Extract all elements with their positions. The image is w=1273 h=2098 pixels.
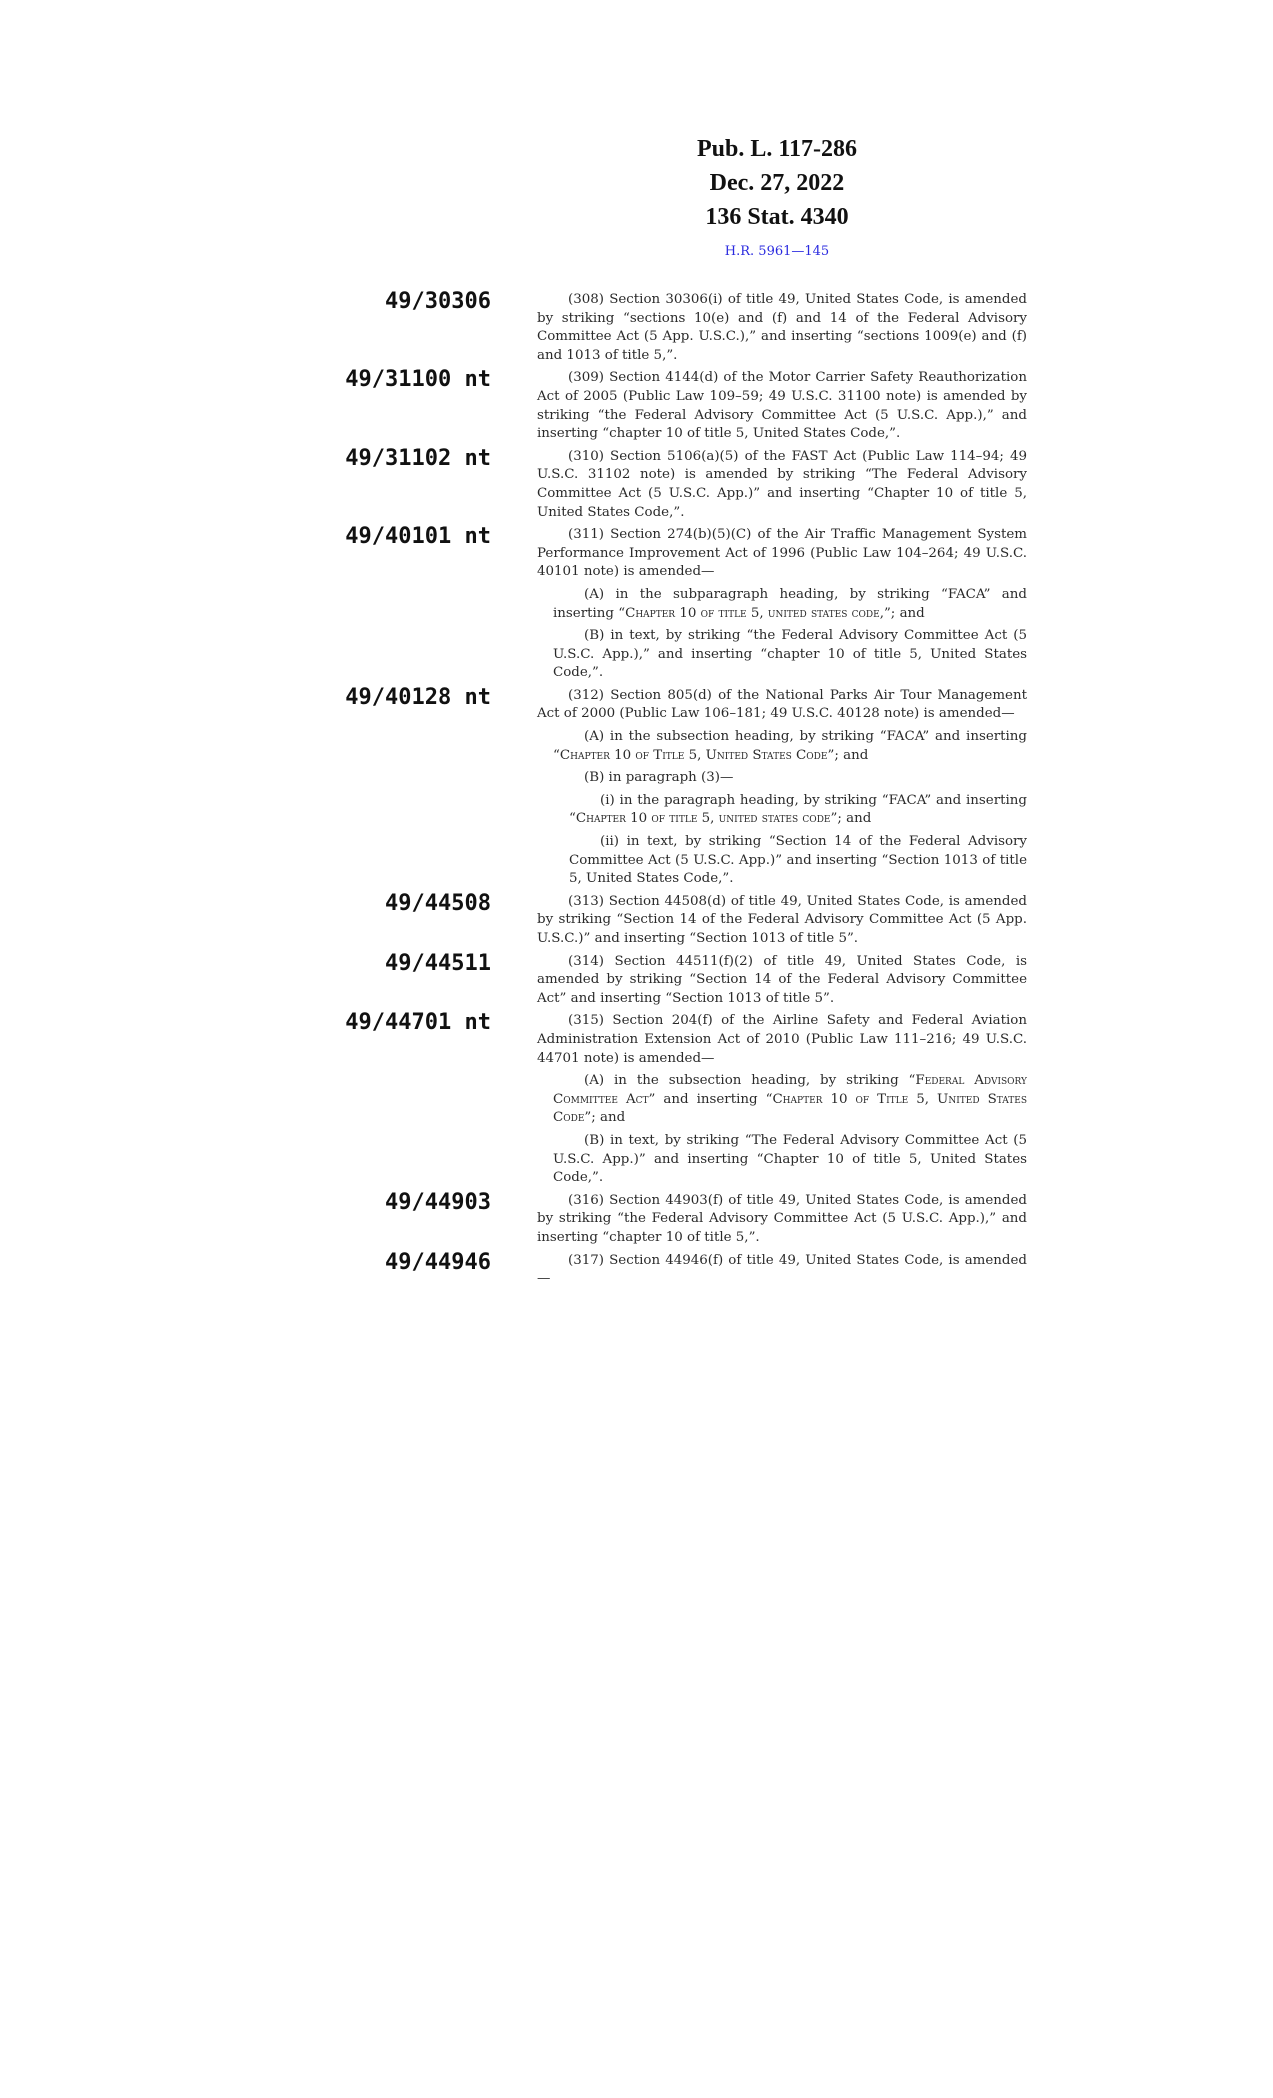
margin-citation: 49/44903 xyxy=(385,1189,491,1215)
subparagraph-a: (A) in the subsection heading, by striking “FACA” and inserting “Chapter 10 of Title 5, United States Code”; and xyxy=(553,729,1027,763)
section-312 xyxy=(0,684,1273,889)
section-text: (308) Section 30306(i) of title 49, United States Code, is amended by striking “sections 10(e) and (f) and 14 of the Federal Advisory Committee Act (5 App. U.S.C.),” and inserting “sections 1009(e) and (f) and 1013 of title 5,”. xyxy=(537,292,1027,363)
bill-page-link[interactable]: H.R. 5961—145 xyxy=(724,244,830,259)
section-309 xyxy=(0,369,1273,443)
section-313 xyxy=(0,890,1273,949)
public-law-number: Pub. L. 117-286 xyxy=(696,136,858,162)
section-315 xyxy=(0,1012,1273,1187)
section-text: (311) Section 274(b)(5)(C) of the Air Traffic Management System Performance Improvement Act of 1996 (Public Law 104–264; 49 U.S.C. 40101 note) is amended— xyxy=(537,527,1027,580)
subparagraph-b: (B) in text, by striking “the Federal Advisory Committee Act (5 U.S.C. App.),” and inserting “chapter 10 of title 5, United States Code,”. xyxy=(553,628,1027,681)
subparagraph-a: (A) in the subsection heading, by striking “Federal Advisory Committee Act” and inserting “Chapter 10 of Title 5, United States Code”; and xyxy=(553,1073,1027,1126)
section-310 xyxy=(0,445,1273,522)
small-caps-heading: Chapter 10 of Title 5, United States Code xyxy=(559,747,828,763)
section-text: (314) Section 44511(f)(2) of title 49, United States Code, is amended by striking “Section 14 of the Federal Advisory Committee Act” and inserting “Section 1013 of title 5”. xyxy=(537,953,1027,1006)
statute-page: 136 Stat. 4340 xyxy=(705,204,849,230)
subparagraph-b: (B) in text, by striking “The Federal Advisory Committee Act (5 U.S.C. App.)” and inserting “Chapter 10 of title 5, United States Code,”. xyxy=(553,1132,1027,1186)
section-text: (312) Section 805(d) of the National Parks Air Tour Management Act of 2000 (Public Law 106–181; 49 U.S.C. 40128 note) is amended— xyxy=(537,687,1027,722)
margin-citation: 49/44701 nt xyxy=(345,1010,491,1036)
margin-citation: 49/40128 nt xyxy=(345,684,491,710)
section-317 xyxy=(0,1249,1273,1289)
margin-citation: 49/31100 nt xyxy=(345,367,491,393)
margin-citation: 49/30306 xyxy=(385,289,491,314)
section-311 xyxy=(0,526,1273,683)
section-text: (309) Section 4144(d) of the Motor Carrier Safety Reauthorization Act of 2005 (Public Law 109–59; 49 U.S.C. 31100 note) is amended by striking “the Federal Advisory Committee Act (5 U.S.C. App.),” and inserting “chapter 10 of title 5, United States Code,”. xyxy=(537,370,1027,442)
section-text: (317) Section 44946(f) of title 49, United States Code, is amended— xyxy=(537,1252,1027,1287)
margin-citation: 49/44511 xyxy=(385,950,491,976)
section-text: (310) Section 5106(a)(5) of the FAST Act (Public Law 114–94; 49 U.S.C. 31102 note) is amended by striking “The Federal Advisory Committee Act (5 U.S.C. App.)” and inserting “Chapter 10 of title 5, United States Code,”. xyxy=(537,448,1027,520)
margin-citation: 49/44946 xyxy=(385,1249,491,1275)
section-text: (313) Section 44508(d) of title 49, United States Code, is amended by striking “Section 14 of the Federal Advisory Committee Act (5 App. U.S.C.)” and inserting “Section 1013 of title 5”. xyxy=(537,893,1027,946)
subparagraph-b: (B) in paragraph (3)— xyxy=(584,770,734,786)
section-316 xyxy=(0,1189,1273,1248)
subparagraph-a: (A) in the subparagraph heading, by striking “FACA” and inserting “Chapter 10 of title 5, united states code,”; and xyxy=(553,586,1027,621)
small-caps-heading: Chapter 10 of Title 5, United States Code xyxy=(553,1091,1027,1126)
section-text: (316) Section 44903(f) of title 49, United States Code, is amended by striking “the Federal Advisory Committee Act (5 U.S.C. App.),” and inserting “chapter 10 of title 5,”. xyxy=(537,1192,1027,1245)
clause-i: (i) in the paragraph heading, by striking “FACA” and inserting “Chapter 10 of title 5, united states code”; and xyxy=(569,792,1027,827)
margin-citation: 49/40101 nt xyxy=(345,524,491,550)
section-308 xyxy=(0,291,1273,365)
enactment-date: Dec. 27, 2022 xyxy=(709,170,845,196)
section-314 xyxy=(0,950,1273,1009)
small-caps-heading: Chapter 10 of title 5, united states code xyxy=(625,605,880,621)
small-caps-heading: Chapter 10 of title 5, united states code xyxy=(575,811,831,827)
small-caps-heading: Federal Advisory Committee Act xyxy=(553,1073,1027,1107)
document-body xyxy=(0,291,1273,1293)
margin-citation: 49/44508 xyxy=(385,890,491,916)
clause-ii: (ii) in text, by striking “Section 14 of the Federal Advisory Committee Act (5 U.S.C. App.)” and inserting “Section 1013 of title 5, United States Code,”. xyxy=(569,834,1027,887)
section-text: (315) Section 204(f) of the Airline Safety and Federal Aviation Administration Extension Act of 2010 (Public Law 111–216; 49 U.S.C. 44701 note) is amended— xyxy=(537,1013,1027,1066)
page-header xyxy=(537,132,1017,260)
margin-citation: 49/31102 nt xyxy=(345,445,491,471)
